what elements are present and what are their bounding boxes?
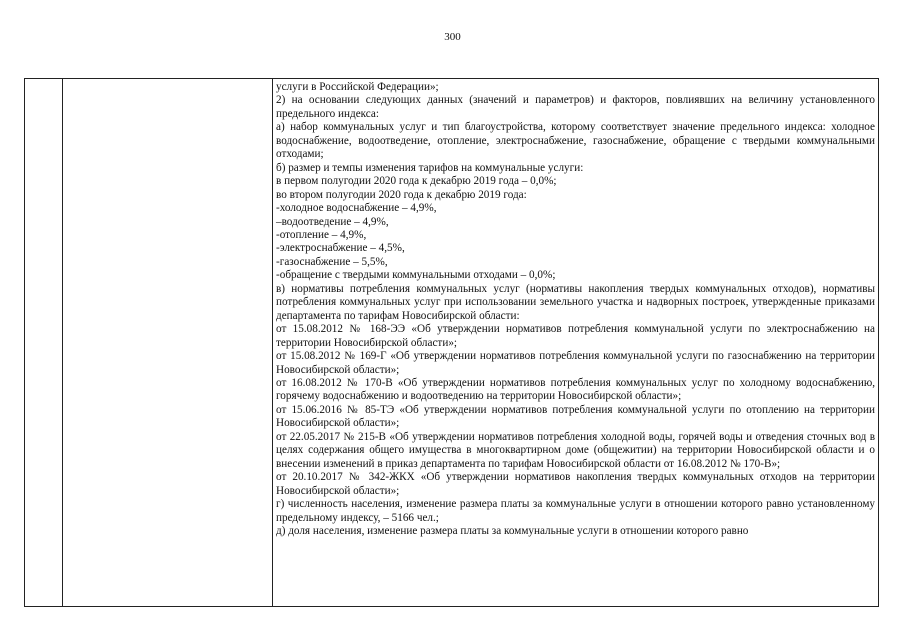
table-paragraph: в первом полугодии 2020 года к декабрю 2019 года – 0,0%; (276, 175, 557, 188)
table-paragraph: г) численность населения, изменение размера платы за коммунальные услуги в отношении которого равно установленному предельному индексу, – 5166 чел.; (276, 498, 875, 524)
table-paragraph: –водоотведение – 4,9%, (276, 215, 389, 228)
table-paragraph: от 22.05.2017 № 215-В «Об утверждении нормативов потребления холодной воды, горячей воды и отведения сточных вод в целях содержания общего имущества в многоквартирном доме (общежитии) на территории Новосибирской области и о внесении изменений в приказ департамента по тарифам Новосибирской области от 16.08.2012 № 170-В»; (276, 430, 875, 470)
table-paragraph: в) нормативы потребления коммунальных услуг (нормативы накопления твердых коммунальных отходов), нормативы потребления коммунальных услуг при использовании земельного участка и надворных построек, утвержденные приказами департамента по тарифам Новосибирской области: (276, 282, 875, 322)
table-paragraph: д) доля населения, изменение размера платы за коммунальные услуги в отношении которого равно (276, 524, 749, 537)
table-paragraph: от 15.08.2012 № 168-ЭЭ «Об утверждении нормативов потребления коммунальной услуги по электроснабжению на территории Новосибирской области»; (276, 323, 875, 349)
table-paragraph: во втором полугодии 2020 года к декабрю 2019 года: (276, 188, 527, 201)
table-paragraph: -отопление – 4,9%, (276, 228, 367, 241)
table-paragraph: 2) на основании следующих данных (значений и параметров) и факторов, повлиявших на величину установленного предельного индекса: (276, 94, 875, 120)
table-paragraph: б) размер и темпы изменения тарифов на коммунальные услуги: (276, 161, 584, 174)
table-paragraph: -газоснабжение – 5,5%, (276, 255, 388, 268)
document-table (24, 78, 879, 607)
table-paragraph: -электроснабжение – 4,5%, (276, 242, 405, 255)
table-paragraph: от 15.08.2012 № 169-Г «Об утверждении нормативов потребления коммунальной услуги по газоснабжению на территории Новосибирской области»; (276, 350, 875, 376)
table-paragraph: от 15.06.2016 № 85-ТЭ «Об утверждении нормативов потребления коммунальной услуги по отоплению на территории Новосибирской области»; (276, 403, 875, 430)
table-paragraph: -обращение с твердыми коммунальными отходами – 0,0%; (276, 269, 556, 282)
table-paragraph: -холодное водоснабжение – 4,9%, (276, 202, 437, 215)
table-paragraph: услуги в Российской Федерации»; (276, 81, 439, 93)
table-paragraph: а) набор коммунальных услуг и тип благоустройства, которому соответствует значение предельного индекса: холодное водоснабжение, водоотведение, отопление, электроснабжение, газоснабжение, обращение с твердыми коммунальными отходами; (276, 121, 875, 161)
table-column-number (25, 79, 63, 606)
page-number: 300 (444, 31, 461, 43)
table-paragraph: от 20.10.2017 № 342-ЖКХ «Об утверждении нормативов накопления твердых коммунальных отходов на территории Новосибирской области»; (276, 471, 875, 497)
table-column-name (63, 79, 273, 606)
table-paragraph: от 16.08.2012 № 170-В «Об утверждении нормативов потребления коммунальных услуг по холодному водоснабжению, горячему водоснабжению и водоотведению на территории Новосибирской области»; (276, 376, 875, 403)
table-column-content (273, 79, 878, 606)
